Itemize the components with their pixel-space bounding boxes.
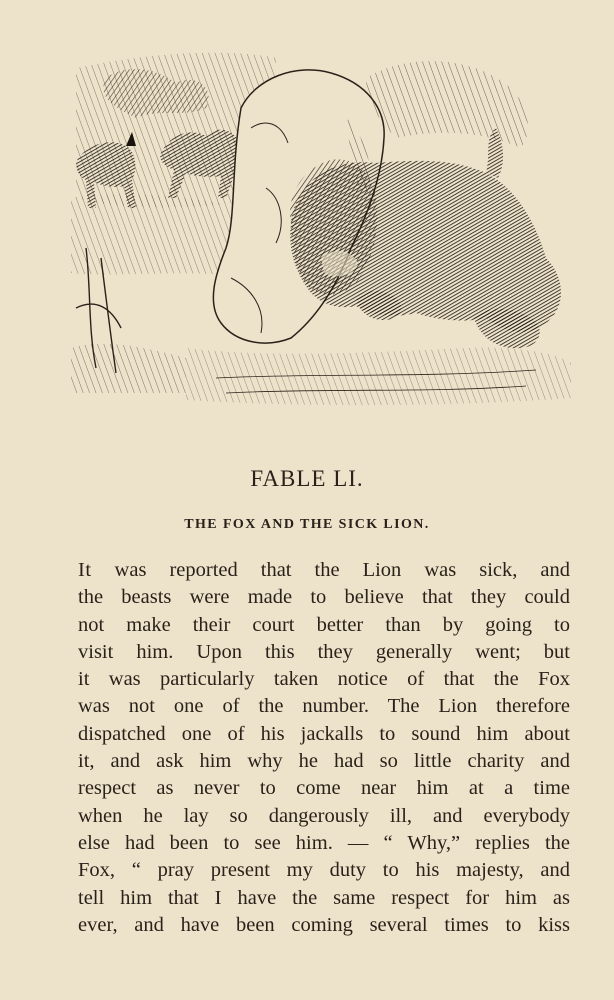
lead-word: It: [78, 559, 92, 581]
text-line: respect as never to come near him at a time: [78, 777, 570, 800]
fable-body: [78, 557, 570, 939]
text-line: [78, 557, 570, 584]
text-line: was not one of the number. The Lion therefore: [78, 695, 570, 718]
text-line: tell him that I have the same respect for him as: [78, 886, 570, 909]
fable-subtitle: THE FOX AND THE SICK LION.: [184, 517, 430, 532]
fox-and-lion-engraving: [66, 48, 574, 412]
text-line: else had been to see him. — “ Why,” replies the: [78, 831, 570, 854]
fable-number-title: FABLE LI.: [250, 466, 364, 491]
text-line: not make their court better than by going to: [78, 613, 570, 636]
text-line-content: was reported that the Lion was sick, and: [91, 559, 570, 581]
text-line: Fox, “ pray present my duty to his majesty, and: [78, 859, 570, 882]
text-line: it, and ask him why he had so little charity and: [78, 750, 570, 773]
text-line: ever, and have been coming several times to kiss: [78, 913, 570, 936]
text-line: dispatched one of his jackalls to sound him about: [78, 722, 570, 745]
text-line: when he lay so dangerously ill, and everybody: [78, 804, 570, 827]
text-line: visit him. Upon this they generally went; but: [78, 640, 570, 663]
text-line: it was particularly taken notice of that the Fox: [78, 668, 570, 691]
text-line: the beasts were made to believe that they could: [78, 586, 570, 609]
lion-figure: [290, 128, 561, 348]
